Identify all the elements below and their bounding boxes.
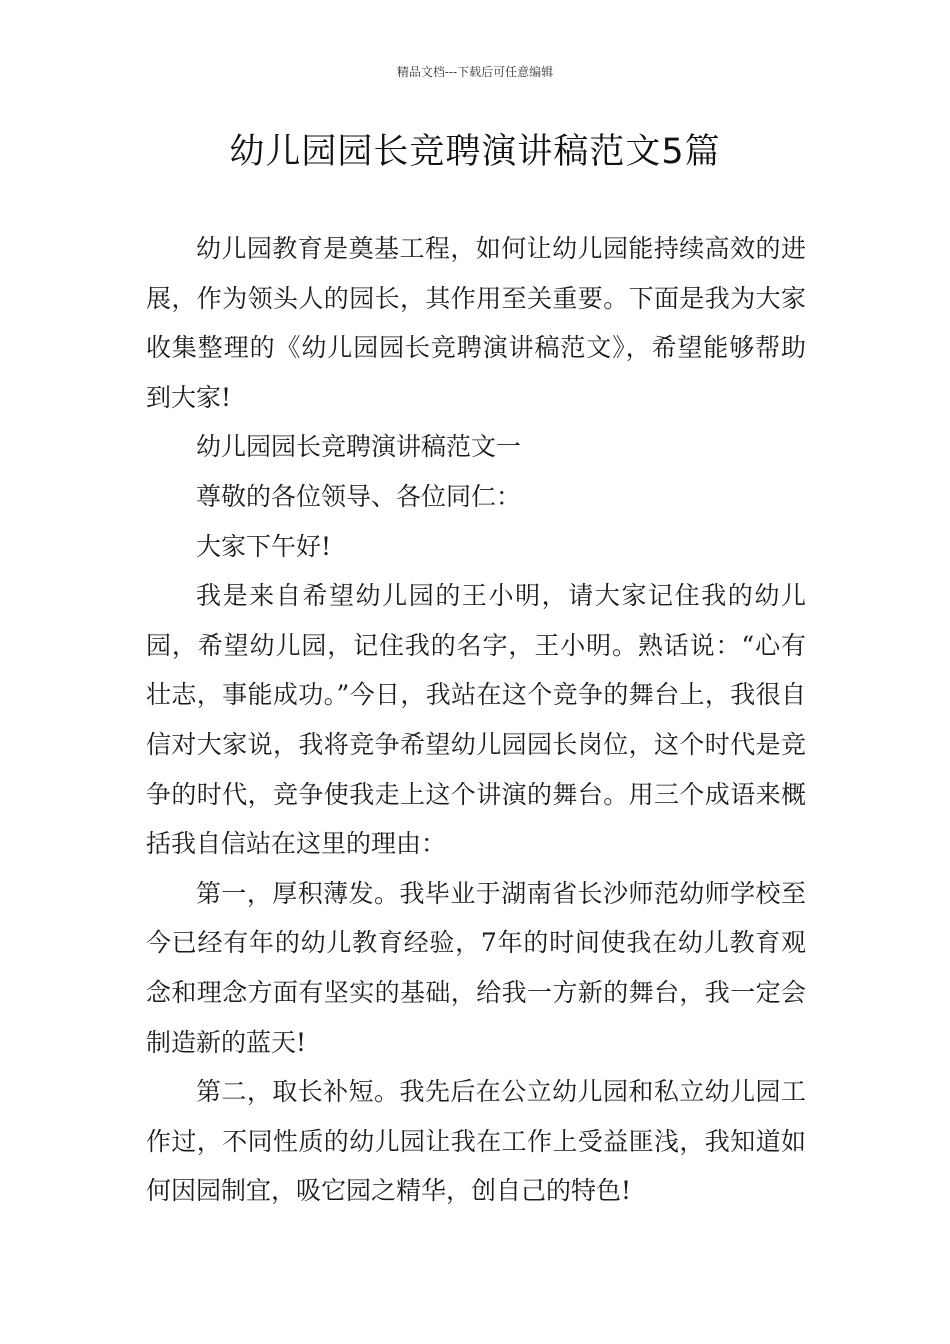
document-title: 幼儿园园长竞聘演讲稿范文5篇	[229, 132, 721, 172]
paragraph-section-heading: 幼儿园园长竞聘演讲稿范文一	[196, 432, 522, 462]
paragraph-reason-one: 第一，厚积薄发。我毕业于湖南省长沙师范幼师学校至今已经有年的幼儿教育经验，7年的时间使我在幼儿教育观念和理念方面有坚实的基础，给我一方新的舞台，我一定会制造新的蓝天!	[146, 878, 806, 1057]
paragraph-greeting: 大家下午好!	[196, 531, 332, 561]
page-header-note: 精品文档---下载后可任意编辑	[396, 65, 554, 79]
document-body	[146, 224, 806, 1216]
paragraph-reason-two: 第二，取长补短。我先后在公立幼儿园和私立幼儿园工作过，不同性质的幼儿园让我在工作上受益匪浅，我知道如何因园制宜，吸它园之精华，创自己的特色!	[146, 1077, 806, 1206]
paragraph-salutation: 尊敬的各位领导、各位同仁：	[196, 481, 522, 511]
paragraph-intro: 幼儿园教育是奠基工程，如何让幼儿园能持续高效的进展，作为领头人的园长，其作用至关重要。下面是我为大家收集整理的《幼儿园园长竞聘演讲稿范文》，希望能够帮助到大家!	[146, 234, 806, 412]
paragraph-self-introduction: 我是来自希望幼儿园的王小明，请大家记住我的幼儿园，希望幼儿园，记住我的名字，王小明。熟话说：“心有壮志，事能成功。”今日，我站在这个竞争的舞台上，我很自信对大家说，我将竞争希望幼儿园园长岗位，这个时代是竞争的时代，竞争使我走上这个讲演的舞台。用三个成语来概括我自信站在这里的理由：	[146, 581, 806, 859]
